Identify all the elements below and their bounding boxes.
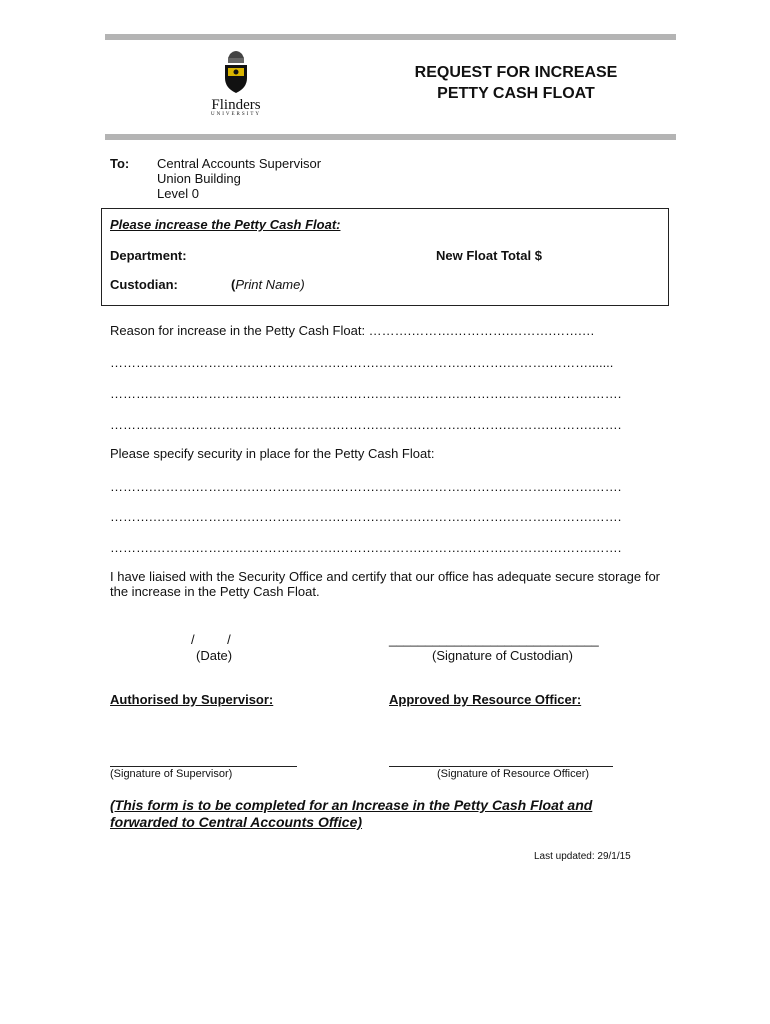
- date-label: (Date): [196, 648, 233, 663]
- supervisor-heading: Authorised by Supervisor:: [110, 692, 274, 707]
- reason-line-1: ……….……….………….……….……….……….……….……….……….……….……….......: [110, 355, 614, 370]
- page-title: [386, 62, 646, 104]
- custodian-signature-label: (Signature of Custodian): [432, 648, 573, 663]
- resource-officer-signature-line: [389, 766, 613, 767]
- supervisor-signature-label: (Signature of Supervisor): [110, 768, 233, 780]
- address-line-1: Central Accounts Supervisor: [157, 156, 322, 171]
- reason-line-3: ……….……….………….……….……….……….……….……….……….……….……….…….: [110, 417, 622, 432]
- custodian-label: Custodian:: [110, 277, 178, 292]
- title-line-2: PETTY CASH FLOAT: [437, 85, 595, 102]
- header-bottom-bar: [105, 134, 676, 140]
- logo-wordmark: Flinders: [211, 97, 261, 113]
- address-line-3: Level 0: [157, 186, 199, 201]
- header-top-bar: [105, 34, 676, 40]
- security-line-2: ……….……….………….……….……….……….……….……….……….……….……….…….: [110, 509, 622, 524]
- logo-subtitle: UNIVERSITY: [211, 112, 261, 117]
- supervisor-signature-line: [110, 766, 297, 767]
- security-line-1: ……….……….………….……….……….……….……….……….……….……….……….…….: [110, 479, 622, 494]
- security-label: Please specify security in place for the Petty Cash Float:: [110, 446, 435, 461]
- print-name-paren: (: [231, 277, 236, 292]
- address-block: [157, 156, 321, 201]
- box-heading: Please increase the Petty Cash Float:: [110, 217, 341, 232]
- resource-officer-signature-label: (Signature of Resource Officer): [437, 768, 590, 780]
- security-line-3: ……….……….………….……….……….……….……….……….……….……….……….…….: [110, 540, 622, 555]
- new-float-label: New Float Total $: [436, 248, 542, 263]
- reason-line-2: ……….……….………….……….……….……….……….……….……….……….……….…….: [110, 386, 622, 401]
- date-slashes: / /: [191, 632, 231, 647]
- last-updated: Last updated: 29/1/15: [534, 851, 631, 862]
- university-logo: [196, 48, 276, 120]
- completion-note: (This form is to be completed for an Increase in the Petty Cash Float and forwarded to Central Accounts Office): [110, 797, 593, 830]
- resource-officer-heading: Approved by Resource Officer:: [389, 692, 582, 707]
- department-label: Department:: [110, 248, 187, 263]
- title-line-1: REQUEST FOR INCREASE: [414, 64, 618, 81]
- reason-label: Reason for increase in the Petty Cash Float: ……….……….………….……….…….…: [110, 323, 595, 338]
- address-line-2: Union Building: [157, 171, 241, 186]
- custodian-signature-line: _____________________________: [389, 632, 599, 647]
- print-name-hint: [231, 277, 305, 292]
- to-label: To:: [110, 156, 130, 171]
- certify-text: I have liaised with the Security Office and certify that our office has adequate secure storage for the increase in the Petty Cash Float.: [110, 569, 660, 599]
- crest-icon: [216, 48, 256, 94]
- print-name-text: Print Name): [235, 277, 305, 292]
